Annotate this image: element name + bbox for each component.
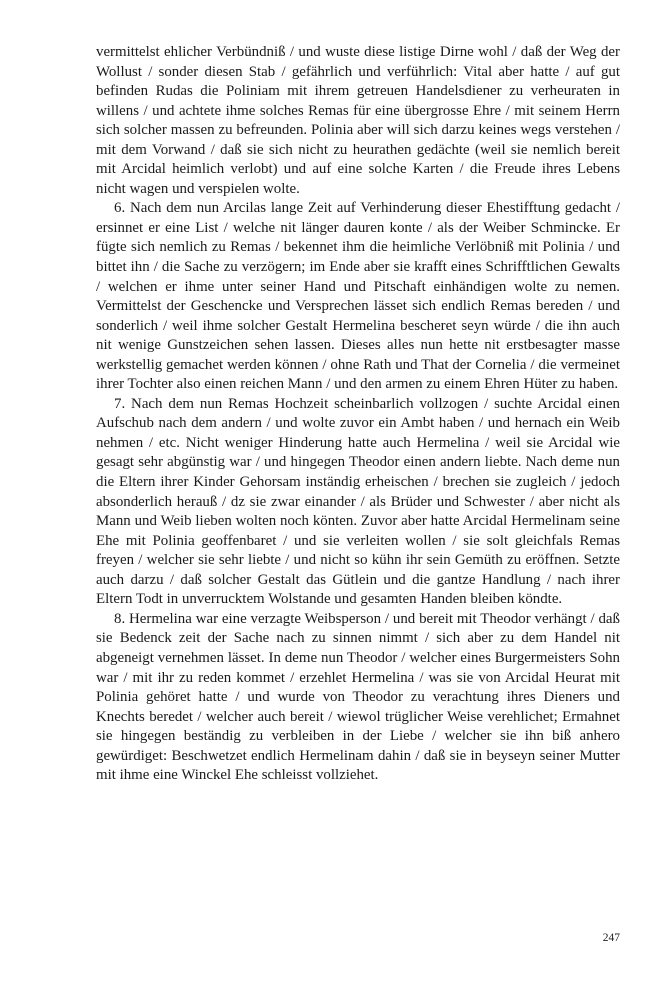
paragraph-continuation: vermittelst ehlicher Verbündniß / und wuste diese listige Dirne wohl / daß der Weg der Wollust / sonder diesen Stab / gefährlich und verführlich: Vital aber hatte / auf gut befinden Rudas die Poliniam mit ihrem getreuen Handelsdiener zu verheuraten in willens / und achtete ihme solches Remas für eine übergrosse Ehre / mit seinem Herrn sich solcher massen zu befreunden. Polinia aber will sich darzu keines wegs verstehen / mit dem Vorwand / daß sie sich nicht zu heurathen gedächte (weil sie nemlich bereit mit Arcidal heimlich verlobt) und auf eine solche Karten / die Freude ihres Lebens nicht wagen und verspielen wolte.	[96, 44, 620, 197]
paragraph-8: 8. Hermelina war eine verzagte Weibsperson / und bereit mit Theodor verhängt / daß sie Bedenck zeit der Sache nach zu sinnen nimmt / sich aber zu dem Handel nit abgeneigt vernehmen lässet. In deme nun Theodor / welcher eines Burgermeisters Sohn war / mit ihr zu reden kommet / erzehlet Hermelina / was sie von Arcidal Heurat mit Polinia gehöret hatte / und wurde von Theodor zu verachtung ihres Dieners und Knechts beredet / welcher auch bereit / wiewol trüglicher Weise verehlichet; Ermahnet sie hingegen beständig zu verbleiben in der Liebe / welcher sie ihn biß anhero gewürdiget: Beschwetzet endlich Hermelinam dahin / daß sie in beyseyn seiner Mutter mit ihme eine Winckel Ehe schleisst vollziehet.	[96, 610, 620, 784]
page-number: 247	[602, 932, 620, 944]
paragraph-6: 6. Nach dem nun Arcilas lange Zeit auf Verhinderung dieser Ehestifftung gedacht / ersinnet er eine List / welche nit länger dauren konte / als der Weiber Schmincke. Er fügte sich nemlich zu Remas / bekennet ihm die heimliche Verlöbniß mit Polinia / und bittet ihn / die Sache zu verzögern; im Ende aber sie krafft eines Schrifftlichen Gewalts / welchen er ihme unter seiner Hand und Pitschaft einhändigen wolte zu nemen. Vermittelst der Geschencke und Versprechen lässet sich endlich Remas bereden / und sonderlich / weil ihme solcher Gestalt Hermelina bescheret seyn würde / die ihn auch nit wenige Gunstzeichen sehen lassen. Dieses alles nun hette nit erstbesagter masse werkstellig gemachet werden können / ohne Rath und That der Cornelia / die vermeinet ihrer Tochter also einen reichen Mann / und den armen zu einem Ehren Hüter zu haben.	[96, 200, 620, 393]
page-body	[96, 43, 620, 786]
paragraph-7: 7. Nach dem nun Remas Hochzeit scheinbarlich vollzogen / suchte Arcidal einen Aufschub nach dem andern / und wolte zuvor ein Ambt haben / und hernach ein Weib nehmen / etc. Nicht weniger Hinderung hatte auch Hermelina / weil sie Arcidal wie gesagt sehr abgünstig war / und hingegen Theodor einen andern liebte. Nach deme nun die Eltern ihrer Kinder Gehorsam inständig erheischen / brechen sie zugleich / jedoch absonderlich herauß / dz sie zwar einander / als Brüder und Schwester / aber nicht als Mann und Weib lieben wolten noch könten. Zuvor aber hatte Arcidal Hermelinam seine Ehe mit Polinia geoffenbaret / und sie verleiten wollen / sie solt gleichfals Remas freyen / welcher sie sehr liebte / und nicht so kühn ihr sein Gemüth zu eröffnen. Setzte auch darzu / daß solcher Gestalt das Gütlein und die gantze Handlung / nach ihrer Eltern Todt in unverrucktem Wolstande und gesamten Handen bleiben köndte.	[96, 395, 620, 608]
